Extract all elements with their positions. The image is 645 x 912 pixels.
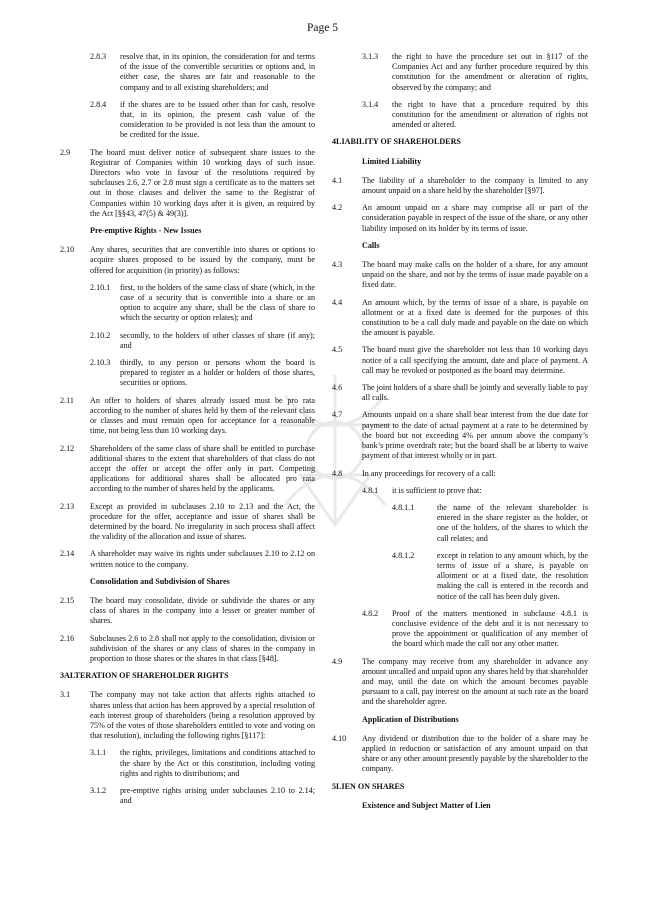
clause-number: 4.2: [332, 203, 343, 213]
clause-text: except in relation to any amount which, by the terms of issue of a share, is payable on allotment or at a fixed date, the resolution making the call is entered in the records and notice of the call has been duly given.: [437, 550, 588, 601]
clause-number: 2.8.3: [90, 52, 107, 61]
clause-number: 3.1.3: [362, 52, 379, 61]
clause: [60, 245, 315, 276]
section-subheading: Pre-emptive Rights - New Issues: [90, 226, 202, 236]
clause: [60, 444, 315, 495]
clause-text: An amount unpaid on a share may comprise all or part of the consideration payable in respect of the issue of the share, or any other liability imposed on its holder by its terms of issue.: [362, 203, 588, 233]
clause: [90, 52, 315, 93]
clause-text: the right to have that a procedure required by this constitution for the amendment or alteration of rights not amended or altered.: [392, 99, 588, 130]
clause-number: 2.16: [60, 633, 75, 643]
section-heading: [60, 671, 315, 681]
clause-text: pre-emptive rights arising under subclauses 2.10 to 2.14; and: [120, 785, 315, 806]
section-heading: [332, 137, 588, 147]
clause-number: 5: [332, 781, 337, 791]
clause-number: 4.9: [332, 656, 343, 666]
clause-number: 2.9: [60, 147, 71, 157]
clause-text: The liability of a shareholder to the company is limited to any amount unpaid on a share held by the shareholder [§97].: [362, 175, 588, 196]
clause: [332, 657, 588, 708]
clause: [90, 748, 315, 779]
section-subheading: Consolidation and Subdivision of Shares: [90, 576, 230, 586]
clause-number: 4.3: [332, 260, 343, 270]
clause-text: A shareholder may waive its rights under subclauses 2.10 to 2.12 on written notice to the company.: [90, 549, 315, 569]
section-heading: [332, 782, 588, 792]
clause-text: Proof of the matters mentioned in subclause 4.8.1 is conclusive evidence of the debt and it is not necessary to prove the appointment or qualification of any member of the board which made the call nor any other matter.: [392, 608, 588, 649]
clause-text: thirdly, to any person or persons whom the board is prepared to register as a holder or holders of those shares, securities or options.: [120, 358, 315, 388]
clause: [90, 786, 315, 806]
clause-number: 4.8.1.1: [392, 502, 415, 512]
clause-number: 2.10.2: [90, 330, 111, 340]
clause-number: 2.10.3: [90, 358, 111, 368]
clause-number: 3.1.1: [90, 748, 107, 758]
clause: [332, 734, 588, 775]
section-subheading: Calls: [362, 240, 380, 250]
clause: [90, 100, 315, 141]
clause-text: The board must give the shareholder not less than 10 working days notice of a call specifying the amount, date and place of payment. A call may be revoked or postponed as the board may determine.: [362, 345, 588, 375]
clause: [332, 203, 588, 234]
clause: [332, 260, 588, 291]
clause-text: Except as provided in subclauses 2.10 to 2.13 and the Act, the procedure for the offer, acceptance and issue of shares shall be determined by the board. No irregularity in such process shall affect the validity of the allocation and issue of shares.: [90, 501, 315, 542]
clause-number: 2.8.4: [90, 99, 107, 109]
clause-text: An offer to holders of shares already issued must be pro rata according to the number of shares held by them of the relevant class or classes and must remain open for acceptance for a reasonable time, not being less than 10 working days.: [90, 395, 315, 436]
clause-text: The board must deliver notice of subsequent share issues to the Registrar of Companies within 10 working days of such issue. Directors who vote in favour of the resolutions required by subclauses 2.6, 2.7 or 2.8 must sign a certificate as to the matters set out in those clauses and deliver the same to the Registrar of Companies within 10 working days after it is given, as required by the Act [§§43, 47(5) & 49(3)].: [90, 147, 315, 218]
clause: [332, 410, 588, 461]
clause: [332, 298, 588, 339]
section-subheading: Existence and Subject Matter of Lien: [362, 800, 491, 810]
clause-text: ALTERATION OF SHAREHOLDER RIGHTS: [64, 671, 229, 681]
clause: [332, 345, 588, 376]
clause-text: resolve that, in its opinion, the consideration for and terms of the issue of the convertible securities or options and, in either case, the shares are fair and reasonable to the company and to all existing shareholders; and: [120, 52, 315, 92]
clause-text: An amount which, by the terms of issue of a share, is payable on allotment or at a fixed date is deemed for the purposes of this constitution to be a call duly made and payable on the date on which the amount is payable.: [362, 297, 588, 338]
clause: [332, 383, 588, 403]
clause-text: secondly, to the holders of other classes of share (if any); and: [120, 330, 315, 350]
clause: [90, 331, 315, 351]
section-subheading: Application of Distributions: [362, 714, 459, 724]
clause-text: Any dividend or distribution due to the holder of a share may be applied in reduction or satisfaction of any amount unpaid on that share or any other amount presently payable by the shareholder to the company.: [362, 733, 588, 774]
clause-text: first, to the holders of the same class of share (which, in the case of a security that is convertible into a share or an option to acquire any share, shall be the class of share to which the security or option relates); and: [120, 282, 315, 323]
clause-number: 2.11: [60, 395, 74, 405]
clause-text: Shareholders of the same class of share shall be entitled to purchase additional shares to the extent that shareholders of that class do not accept the offer or accept the offer only in part. Competing applications for additional shares shall be allocated pro rata according to the number of shares held by the applicants.: [90, 443, 315, 494]
clause-number: 4.6: [332, 383, 343, 393]
clause-text: The joint holders of a share shall be jointly and severally liable to pay all calls.: [362, 383, 588, 403]
clause-text: The board may make calls on the holder of a share, for any amount unpaid on the share, and not by the terms of issue made payable on a fixed date.: [362, 260, 588, 290]
clause: [60, 690, 315, 741]
clause: [60, 148, 315, 219]
clause: [60, 596, 315, 627]
clause-text: The company may receive from any shareholder in advance any amount uncalled and unpaid upon any shares held by that shareholder and may, until the date on which the amount becomes payable pursuant to a call, pay interest on the amount at such rate as the board and the shareholder agree.: [362, 656, 588, 707]
clause-text: LIABILITY OF SHAREHOLDERS: [336, 137, 461, 147]
clause: [332, 176, 588, 196]
clause-number: 4.10: [332, 733, 347, 743]
clause-number: 4.1: [332, 175, 343, 185]
clause: [362, 100, 588, 131]
clause-number: 2.14: [60, 549, 75, 559]
clause-number: 2.13: [60, 501, 75, 511]
clause-number: 3.1.4: [362, 99, 379, 109]
clause: [90, 358, 315, 389]
page-number: Page 5: [307, 22, 338, 34]
clause-text: Any shares, securities that are convertible into shares or options to acquire shares proposed to be issued by the company, must be offered for acquisition (in priority) as follows:: [90, 245, 315, 275]
clause-number: 4: [332, 137, 337, 147]
clause-text: Amounts unpaid on a share shall bear interest from the due date for payment to the date of actual payment at a rate to be determined by the board but not exceeding 4% per annum above the company’s bank’s prime overdraft rate; but the board shall be at liberty to waive payment of that interest wholly or in part.: [362, 410, 588, 461]
clause-text: Subclauses 2.6 to 2.8 shall not apply to the consolidation, division or subdivision of the shares or any class of shares in the company in proportion to those shares or the shares in that class [§48].: [90, 633, 315, 663]
clause: [362, 609, 588, 650]
clause-number: 2.12: [60, 443, 75, 453]
clause-number: 3.1.2: [90, 785, 107, 795]
clause-text: the rights, privileges, limitations and conditions attached to the share by the Act or this constitution, including voting rights and rights to distributions; and: [120, 748, 315, 778]
clause-number: 4.8.1: [362, 485, 379, 495]
section-subheading: Limited Liability: [362, 156, 422, 166]
clause: [60, 549, 315, 569]
clause: [60, 396, 315, 437]
clause-text: if the shares are to be issued other than for cash, resolve that, in its opinion, the present cash value of the consideration to be provided is not less than the amount to be credited for the issue.: [120, 99, 315, 140]
clause: [90, 283, 315, 324]
clause-number: 4.8: [332, 468, 343, 478]
left-column: [60, 52, 315, 813]
clause-number: 4.7: [332, 410, 343, 420]
clause: [332, 469, 588, 479]
clause-text: it is sufficient to prove that:: [392, 485, 482, 495]
clause-number: 3.1: [60, 690, 71, 700]
clause-text: In any proceedings for recovery of a call:: [362, 468, 496, 478]
clause-text: The company may not take action that affects rights attached to shares unless that action has been approved by a special resolution of each interest group of shareholders (being a resolution approved by 75% of the votes of those shareholders entitled to vote and voting on that resolution), including the following rights [§117]:: [90, 690, 315, 741]
clause: [392, 551, 588, 602]
clause-text: The board may consolidate, divide or subdivide the shares or any class of shares in the company into a lesser or greater number of shares.: [90, 595, 315, 626]
clause: [392, 503, 588, 544]
clause-number: 4.8.2: [362, 608, 379, 618]
clause-text: the right to have the procedure set out in §117 of the Companies Act and any further procedure required by this constitution for the amendment or alteration of rights, observed by the company; and: [392, 52, 588, 92]
clause: [60, 502, 315, 543]
clause-text: LIEN ON SHARES: [336, 781, 405, 791]
right-column: [332, 52, 588, 820]
clause-text: the name of the relevant shareholder is entered in the share register as the holder, or one of the holders, of the shares to which the call relates; and: [437, 502, 588, 543]
clause-number: 2.15: [60, 595, 75, 605]
clause: [60, 634, 315, 665]
clause-number: 2.10: [60, 245, 75, 255]
clause-number: 4.5: [332, 345, 343, 355]
clause-number: 3: [60, 671, 65, 681]
clause-number: 4.4: [332, 297, 343, 307]
clause: [362, 486, 588, 496]
clause-number: 4.8.1.2: [392, 550, 415, 560]
clause: [362, 52, 588, 93]
clause-number: 2.10.1: [90, 282, 111, 292]
